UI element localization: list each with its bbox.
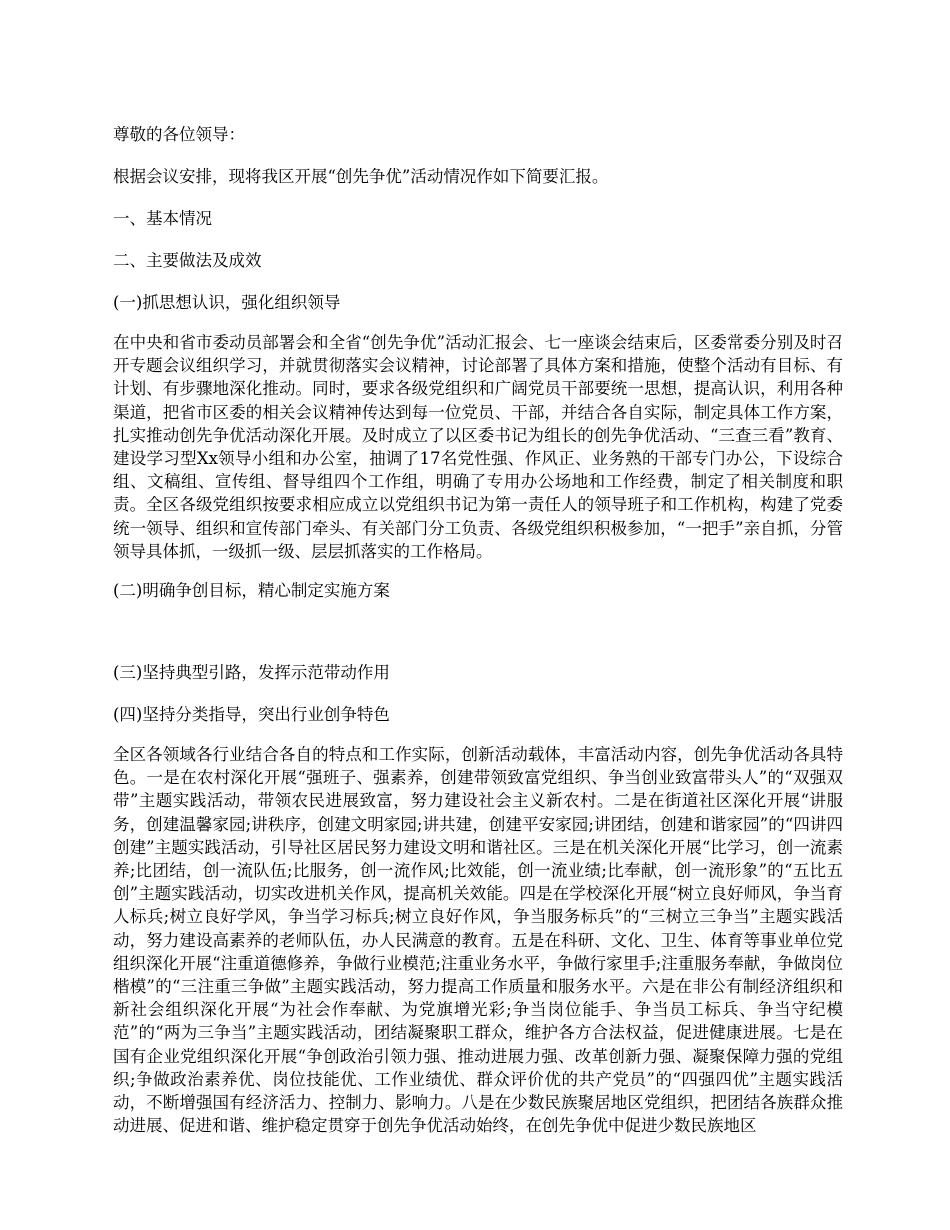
intro-paragraph: 根据会议安排，现将我区开展“创先争优”活动情况作如下简要汇报。 [113, 167, 609, 186]
section-heading-main-practices: 二、主要做法及成效 [113, 251, 262, 270]
subsection-4-body: 全区各领域各行业结合各自的特点和工作实际，创新活动载体，丰富活动内容，创先争优活动各具特色。一是在农村深化开展“强班子、强素养，创建带领致富党组织、争当创业致富带头人”的“双强双带”主题实践活动，带领农民进展致富，努力建设社会主义新农村。二是在街道社区深化开展“讲服务，创建温馨家园;讲秩序，创建文明家园;讲共建，创建平安家园;讲团结，创建和谐家园”的“四讲四创建”主题实践活动，引导社区居民努力建设文明和谐社区。三是在机关深化开展“比学习，创一流素养;比团结，创一流队伍;比服务，创一流作风;比效能，创一流业绩;比奉献，创一流形象”的“五比五创”主题实践活动，切实改进机关作风，提高机关效能。四是在学校深化开展“树立良好师风，争当育人标兵;树立良好学风，争当学习标兵;树立良好作风，争当服务标兵”的“三树立三争当”主题实践活动，努力建设高素养的老师队伍，办人民满意的教育。五是在科研、文化、卫生、体育等事业单位党组织深化开展“注重道德修养，争做行业模范;注重业务水平，争做行家里手;注重服务奉献，争做岗位楷模”的“三注重三争做”主题实践活动，努力提高工作质量和服务水平。六是在非公有制经济组织和新社会组织深化开展“为社会作奉献、为党旗增光彩;争当岗位能手、争当员工标兵、争当守纪模范”的“两为三争当”主题实践活动，团结凝聚职工群众，维护各方合法权益，促进健康进展。七是在国有企业党组织深化开展“争创政治引领力强、推动进展力强、改革创新力强、凝聚保障力强的党组织;争做政治素养优、岗位技能优、工作业绩优、群众评价优的共产党员”的“四强四优”主题实践活动，不断增强国有经济活力、控制力、影响力。八是在少数民族聚居地区党组织，把团结各族群众推动进展、促进和谐、维护稳定贯穿于创先争优活动始终，在创先争优中促进少数民族地区 [113, 745, 843, 1136]
section-heading-basic-situation: 一、基本情况 [113, 209, 212, 228]
blank-space [113, 619, 843, 659]
salutation: 尊敬的各位领导： [113, 125, 245, 144]
subsection-heading-1: (一)抓思想认识，强化组织领导 [113, 293, 341, 312]
subsection-heading-3: (三)坚持典型引路，发挥示范带动作用 [113, 663, 390, 683]
subsection-heading-4: (四)坚持分类指导，突出行业创争特色 [113, 705, 390, 725]
subsection-1-body: 在中央和省市委动员部署会和全省“创先争优”活动汇报会、七一座谈会结束后，区委常委分别及时召开专题会议组织学习，并就贯彻落实会议精神，讨论部署了具体方案和措施，使整个活动有目标、有计划、有步骤地深化推动。同时，要求各级党组织和广阔党员干部要统一思想，提高认识，利用各种渠道，把省市区委的相关会议精神传达到每一位党员、干部，并结合各自实际，制定具体工作方案，扎实推动创先争优活动深化开展。及时成立了以区委书记为组长的创先争优活动、“三查三看”教育、建设学习型Xx领导小组和办公室，抽调了17名党性强、作风正、业务熟的干部专门办公，下设综合组、文稿组、宣传组、督导组四个工作组，明确了专用办公场地和工作经费，制定了相关制度和职责。全区各级党组织按要求相应成立以党组织书记为第一责任人的领导班子和工作机构，构建了党委统一领导、组织和宣传部门牵头、有关部门分工负责、各级党组织积极参加，“一把手”亲自抓，分管领导具体抓，一级抓一级、层层抓落实的工作格局。 [113, 333, 843, 561]
subsection-heading-2: (二)明确争创目标，精心制定实施方案 [113, 581, 390, 601]
document-page [113, 121, 843, 1151]
